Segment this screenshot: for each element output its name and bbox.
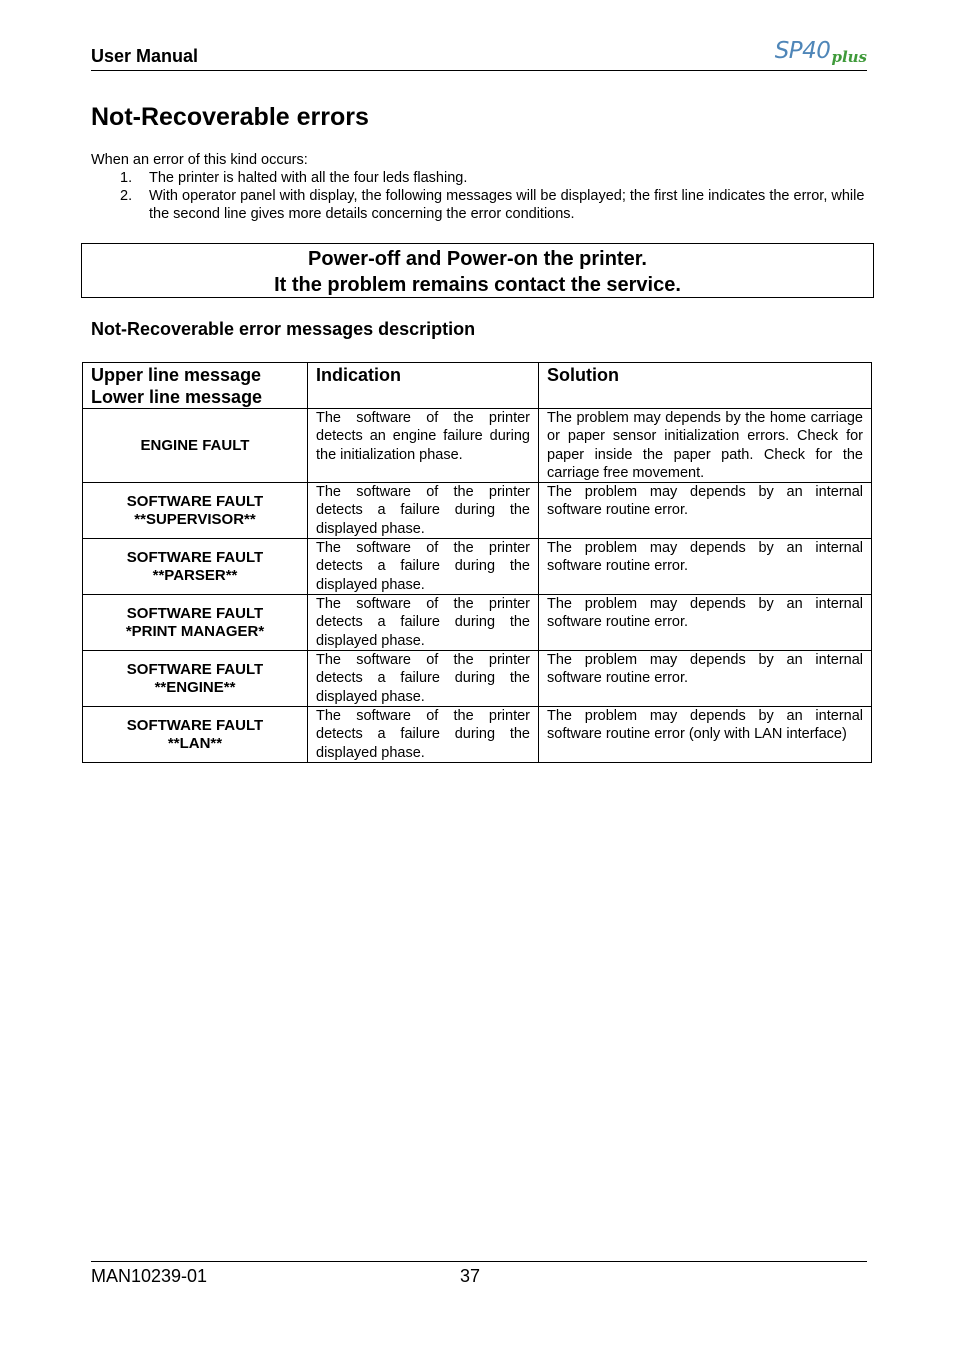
- table-row: [83, 483, 872, 539]
- list-item-number: 1.: [120, 170, 133, 186]
- lower-message: *PRINT MANAGER*: [125, 622, 265, 640]
- indication-cell: The software of the printer detects an engine failure during the initialization phase.: [308, 409, 539, 483]
- lower-message: **PARSER**: [152, 566, 238, 584]
- table-row: [83, 595, 872, 651]
- header-title: User Manual: [91, 46, 199, 66]
- indication-cell: The software of the printer detects a failure during the displayed phase.: [308, 651, 539, 707]
- page-number: 37: [460, 1266, 481, 1286]
- upper-message: SOFTWARE FAULT: [126, 660, 264, 678]
- header-message: [83, 363, 308, 409]
- upper-message: SOFTWARE FAULT: [126, 548, 264, 566]
- logo-main-text: SP40: [774, 38, 831, 64]
- message-cell: [83, 539, 308, 595]
- page-footer: [91, 1261, 867, 1286]
- list-item: [91, 187, 871, 223]
- error-messages-table: [82, 362, 872, 763]
- message-cell: [83, 595, 308, 651]
- upper-message: ENGINE FAULT: [140, 436, 250, 454]
- subsection-title: Not-Recoverable error messages description: [91, 319, 476, 339]
- solution-cell: The problem may depends by an internal software routine error.: [539, 539, 872, 595]
- intro-block: [91, 151, 871, 223]
- upper-message: SOFTWARE FAULT: [126, 604, 264, 622]
- solution-cell: The problem may depends by an internal software routine error (only with LAN interface): [539, 707, 872, 763]
- notice-line-2: It the problem remains contact the service.: [274, 274, 681, 296]
- header-solution: Solution: [539, 363, 872, 409]
- notice-line-1: Power-off and Power-on the printer.: [308, 248, 647, 270]
- logo-suffix-text: plus: [831, 48, 867, 66]
- table-row: [83, 539, 872, 595]
- page-header: [91, 38, 867, 71]
- product-logo: [775, 38, 867, 68]
- lower-message: **LAN**: [167, 734, 223, 752]
- solution-cell: The problem may depends by the home carriage or paper sensor initialization errors. Check for paper inside the paper path. Check for the carriage free movement.: [539, 409, 872, 483]
- header-upper-line: Upper line message: [91, 365, 262, 385]
- header-indication: Indication: [308, 363, 539, 409]
- table-row: [83, 707, 872, 763]
- list-item-number: 2.: [120, 188, 133, 204]
- indication-cell: The software of the printer detects a failure during the displayed phase.: [308, 707, 539, 763]
- solution-cell: The problem may depends by an internal software routine error.: [539, 595, 872, 651]
- message-cell: [83, 707, 308, 763]
- indication-cell: The software of the printer detects a failure during the displayed phase.: [308, 595, 539, 651]
- list-item-text: With operator panel with display, the following messages will be displayed; the first line indicates the error, while the second line gives more details concerning the error conditions.: [149, 188, 865, 222]
- solution-cell: The problem may depends by an internal software routine error.: [539, 483, 872, 539]
- header-lower-line: Lower line message: [91, 387, 263, 407]
- intro-lead: When an error of this kind occurs:: [91, 152, 308, 168]
- solution-cell: The problem may depends by an internal software routine error.: [539, 651, 872, 707]
- message-cell: [83, 483, 308, 539]
- intro-list: [91, 169, 871, 223]
- service-notice-box: [81, 243, 874, 298]
- indication-cell: The software of the printer detects a failure during the displayed phase.: [308, 483, 539, 539]
- table-header-row: [83, 363, 872, 409]
- lower-message: **SUPERVISOR**: [134, 510, 256, 528]
- section-title: Not-Recoverable errors: [91, 103, 369, 131]
- table-row: [83, 651, 872, 707]
- message-cell: [83, 409, 308, 483]
- message-cell: [83, 651, 308, 707]
- list-item-text: The printer is halted with all the four leds flashing.: [149, 170, 468, 186]
- upper-message: SOFTWARE FAULT: [126, 716, 264, 734]
- lower-message: **ENGINE**: [154, 678, 236, 696]
- table-row: [83, 409, 872, 483]
- upper-message: SOFTWARE FAULT: [126, 492, 264, 510]
- document-code: MAN10239-01: [91, 1266, 208, 1286]
- list-item: [91, 169, 871, 187]
- indication-cell: The software of the printer detects a failure during the displayed phase.: [308, 539, 539, 595]
